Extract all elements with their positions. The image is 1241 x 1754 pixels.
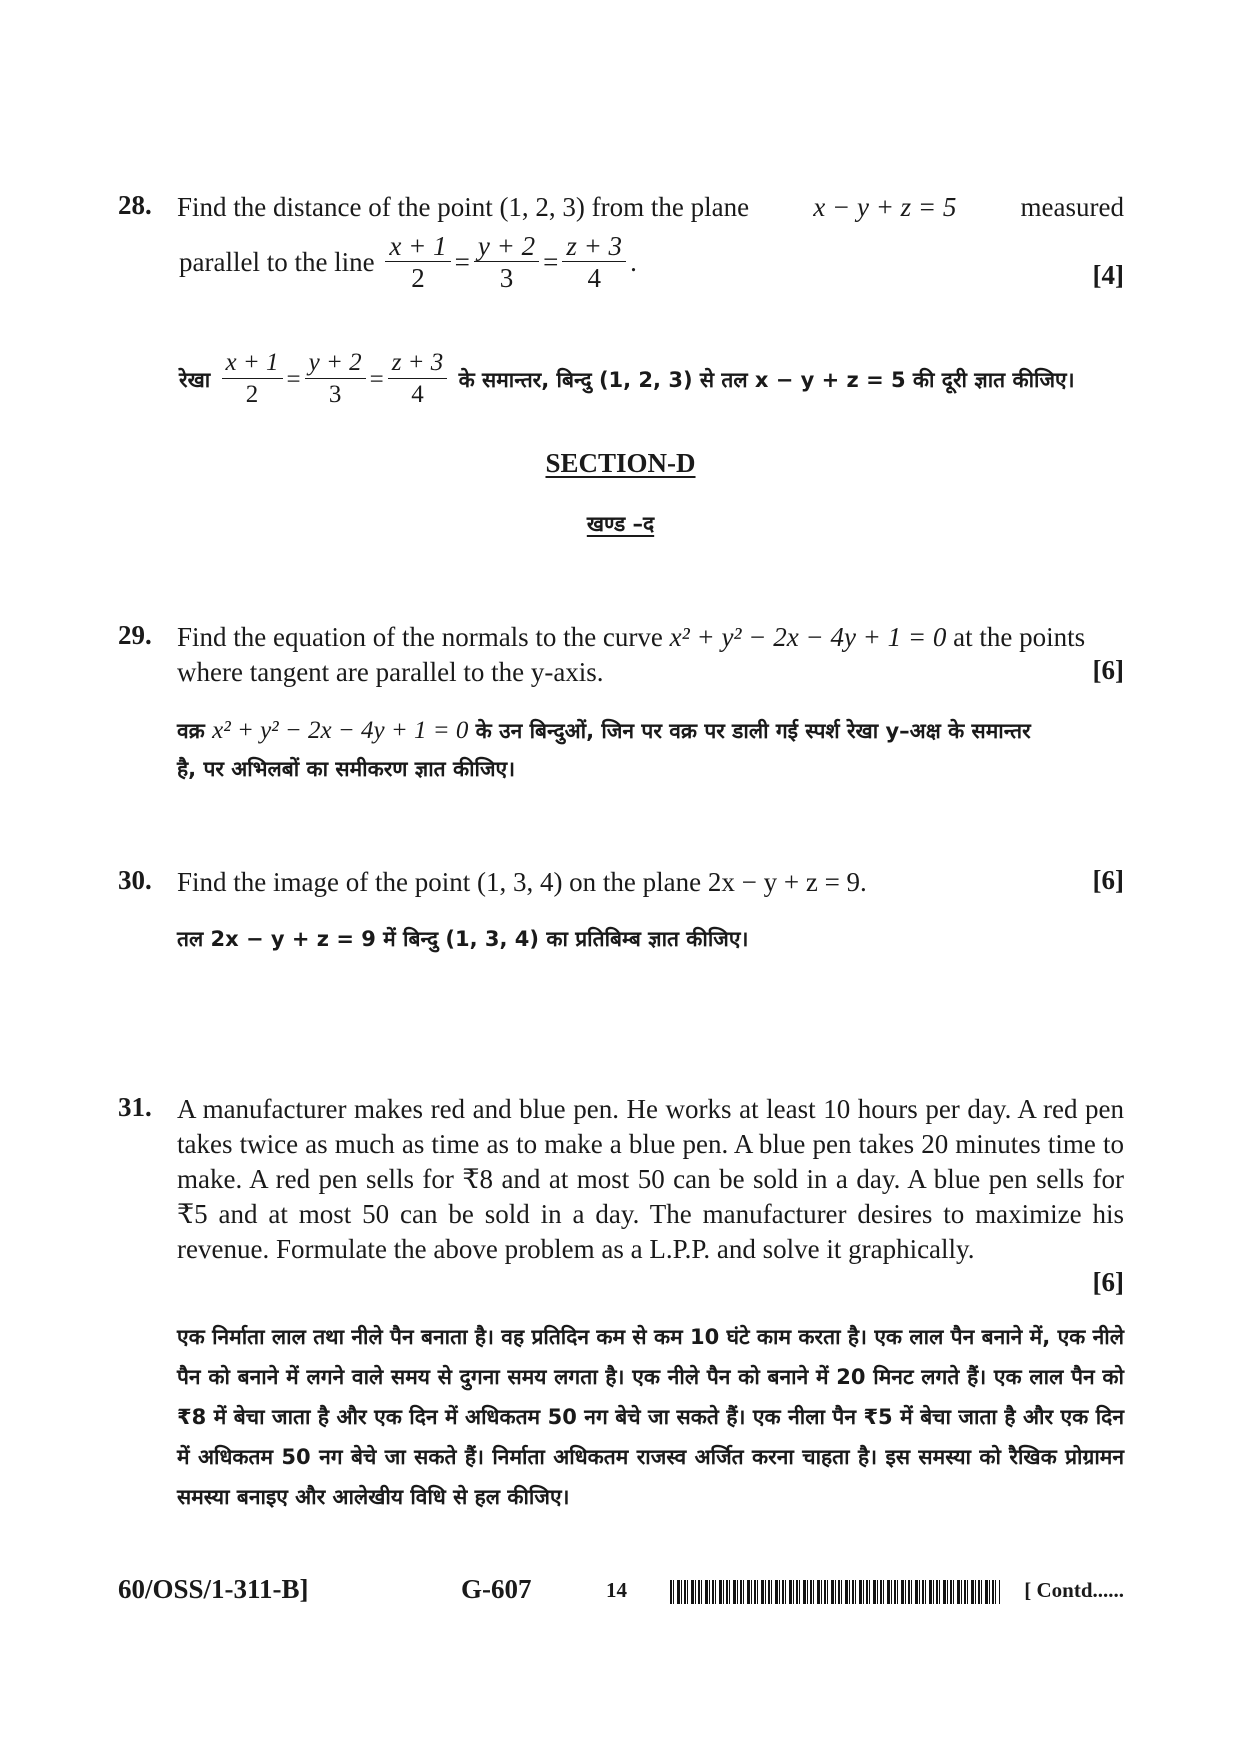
fraction-z — [562, 231, 626, 294]
question-text-english: A manufacturer makes red and blue pen. He works at least 10 hours per day. A red pen takes twice as much as time as to make a blue pen. A blue pen takes 20 minutes time to make. A red pen sells for ₹8 and at most 50 can be sold in a day. A blue pen sells for ₹5 and at most 50 can be sold in a day. The manufacturer desires to maximize his revenue. Formulate the above problem as a L.P.P. and solve it graphically. — [177, 1094, 1124, 1264]
question-line-1: Find the distance of the point (1, 2, 3) from the plane — [177, 192, 750, 222]
question-text-english: Find the distance of the point (1, 2, 3) from the plane x − y + z = 5 measured parallel to the line $\frac{x + 1}{2}$ = $\frac{y + 2}{3}$ = $\frac{z + 3}{4}$ . — [177, 192, 1124, 293]
fraction-y: $\frac{y + 2}{3}$ — [305, 348, 366, 411]
curve-equation: x² + y² − 2x − 4y + 1 = 0 — [669, 622, 947, 652]
question-28 — [118, 190, 1124, 420]
numerator: y + 2 — [474, 231, 539, 262]
hindi-prefix: रेखा — [179, 367, 211, 392]
numerator: x + 1 — [385, 231, 450, 262]
continued-label: [ Contd...... — [1024, 1578, 1124, 1602]
curve-equation: x² + y² − 2x − 4y + 1 = 0 — [212, 717, 469, 744]
fraction-x: $\frac{x + 1}{2}$ — [222, 348, 283, 411]
plane-equation: x − y + z = 5 — [813, 192, 957, 222]
question-number: 30. — [118, 865, 152, 895]
hindi-suffix: के समान्तर, बिन्दु (1, 2, 3) से तल x − y + z = 5 की दूरी ज्ञात कीजिए। — [458, 367, 1075, 392]
measured-word: measured — [1020, 192, 1124, 222]
barcode — [670, 1580, 1000, 1604]
page-footer — [118, 1574, 1124, 1614]
denominator: 4 — [587, 263, 601, 293]
question-text-hindi: तल 2x − y + z = 9 में बिन्दु (1, 3, 4) का प्रतिबिम्ब ज्ञात कीजिए। — [177, 927, 749, 951]
question-text-hindi: वक्र x² + y² − 2x − 4y + 1 = 0 के उन बिन्दुओं, जिन पर वक्र पर डाली गई स्पर्श रेखा y–अक्ष के समान्तर है, पर अभिलबों का समीकरण ज्ञात कीजिए। — [177, 717, 1031, 781]
fraction-y — [474, 231, 539, 294]
question-number: 31. — [118, 1092, 152, 1122]
denominator: 3 — [499, 263, 514, 293]
question-text-english: Find the equation of the normals to the curve x² + y² − 2x − 4y + 1 = 0 at the points where tangent are parallel to the y-axis. — [177, 622, 1086, 687]
marks: [4] — [1092, 260, 1124, 290]
marks: [6] — [1092, 1267, 1124, 1297]
marks: [6] — [1092, 655, 1124, 685]
question-31 — [118, 1092, 1124, 1512]
fraction-x — [385, 231, 450, 294]
question-text-hindi: रेखा $\frac{x + 1}{2}$ = $\frac{y + 2}{3}$ = $\frac{z + 3}{4}$ के समान्तर, बिन्दु (1, 2, 3) से तल x − y + z = 5 की दूरी ज्ञात कीजिए। — [177, 348, 1124, 411]
page-number: 14 — [606, 1578, 627, 1602]
denominator: 2 — [411, 263, 425, 293]
question-29 — [118, 620, 1124, 780]
question-number: 29. — [118, 620, 152, 650]
paper-code: 60/OSS/1-311-B] — [118, 1574, 309, 1604]
fraction-z: $\frac{z + 3}{4}$ — [388, 348, 448, 411]
section-heading: SECTION-D — [545, 448, 696, 478]
parallel-text: parallel to the line — [179, 247, 375, 277]
question-30 — [118, 865, 1124, 965]
numerator: z + 3 — [562, 231, 626, 262]
series-code: G-607 — [461, 1574, 532, 1604]
marks: [6] — [1092, 865, 1124, 895]
section-heading-hindi: खण्ड –द — [586, 512, 655, 536]
question-number: 28. — [118, 190, 152, 220]
question-text-english: Find the image of the point (1, 3, 4) on the plane 2x − y + z = 9. — [177, 867, 867, 897]
question-text-hindi: एक निर्माता लाल तथा नीले पैन बनाता है। वह प्रतिदिन कम से कम 10 घंटे काम करता है। एक लाल पैन बनाने में, एक नीले पैन को बनाने में लगने वाले समय से दुगना समय लगता है। एक नीले पैन को बनाने में 20 मिनट लगते हैं। एक लाल पैन को ₹8 में बेचा जाता है और एक दिन में अधिकतम 50 नग बेचे जा सकते हैं। एक नीला पैन ₹5 में बेचा जाता है और एक दिन में अधिकतम 50 नग बेचे जा सकते हैं। निर्माता अधिकतम राजस्व अर्जित करना चाहता है। इस समस्या को रैखिक प्रोग्रामन समस्या बनाइए और आलेखीय विधि से हल कीजिए। — [177, 1325, 1124, 1509]
